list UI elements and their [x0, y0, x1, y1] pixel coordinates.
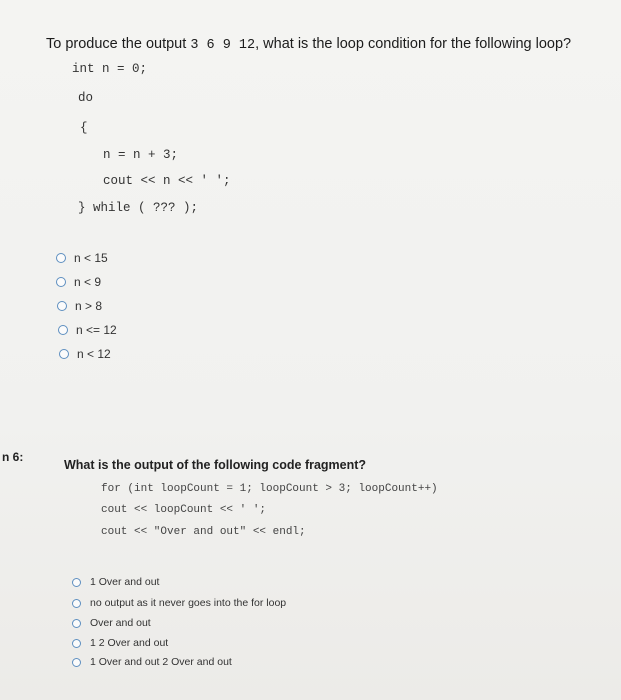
answer-option[interactable] — [72, 637, 168, 649]
answer-option[interactable] — [72, 576, 159, 588]
code-line: cout << loopCount << ' '; — [101, 504, 267, 516]
answer-option[interactable] — [72, 617, 151, 629]
question-2-title: What is the output of the following code fragment? — [64, 458, 367, 472]
code-line: } while ( ??? ); — [78, 201, 199, 215]
radio-button[interactable] — [57, 301, 67, 311]
radio-button[interactable] — [58, 325, 68, 335]
answer-option-label: n <= 12 — [76, 323, 117, 337]
radio-button[interactable] — [56, 253, 66, 263]
code-line: for (int loopCount = 1; loopCount > 3; loopCount++) — [101, 483, 438, 495]
radio-button[interactable] — [72, 619, 81, 628]
radio-button[interactable] — [56, 277, 66, 287]
answer-option-label: 1 Over and out 2 Over and out — [90, 656, 232, 668]
answer-option[interactable] — [56, 275, 101, 289]
answer-option[interactable] — [58, 323, 117, 337]
answer-option-label: no output as it never goes into the for loop — [90, 597, 287, 609]
radio-button[interactable] — [72, 658, 81, 667]
code-line: int n = 0; — [72, 62, 148, 76]
answer-option-label: n < 15 — [74, 251, 108, 265]
code-line: { — [80, 121, 88, 135]
answer-option-label: n < 9 — [74, 275, 102, 289]
question-1-title-prefix: To produce the output — [46, 36, 191, 52]
answer-option[interactable] — [59, 347, 111, 361]
radio-button[interactable] — [59, 349, 69, 359]
question-1-title — [46, 36, 571, 53]
code-line: cout << n << ' '; — [103, 174, 231, 188]
answer-option[interactable] — [57, 299, 102, 313]
question-1-title-suffix: , what is the loop condition for the following loop? — [255, 36, 572, 52]
radio-button[interactable] — [72, 578, 81, 587]
answer-option[interactable] — [56, 251, 108, 265]
code-line: do — [78, 91, 94, 105]
answer-option[interactable] — [72, 656, 232, 668]
question-number-label: n 6: — [2, 450, 24, 464]
answer-option-label: Over and out — [90, 617, 151, 629]
answer-option-label: n > 8 — [75, 299, 103, 313]
code-line: cout << "Over and out" << endl; — [101, 526, 306, 538]
answer-option-label: 1 Over and out — [90, 576, 160, 588]
radio-button[interactable] — [72, 599, 81, 608]
code-line: n = n + 3; — [103, 148, 179, 162]
radio-button[interactable] — [72, 639, 81, 648]
question-1-output-sequence: 3 6 9 12 — [190, 38, 256, 53]
answer-option-label: 1 2 Over and out — [90, 637, 169, 649]
answer-option-label: n < 12 — [77, 347, 111, 361]
answer-option[interactable] — [72, 597, 286, 609]
